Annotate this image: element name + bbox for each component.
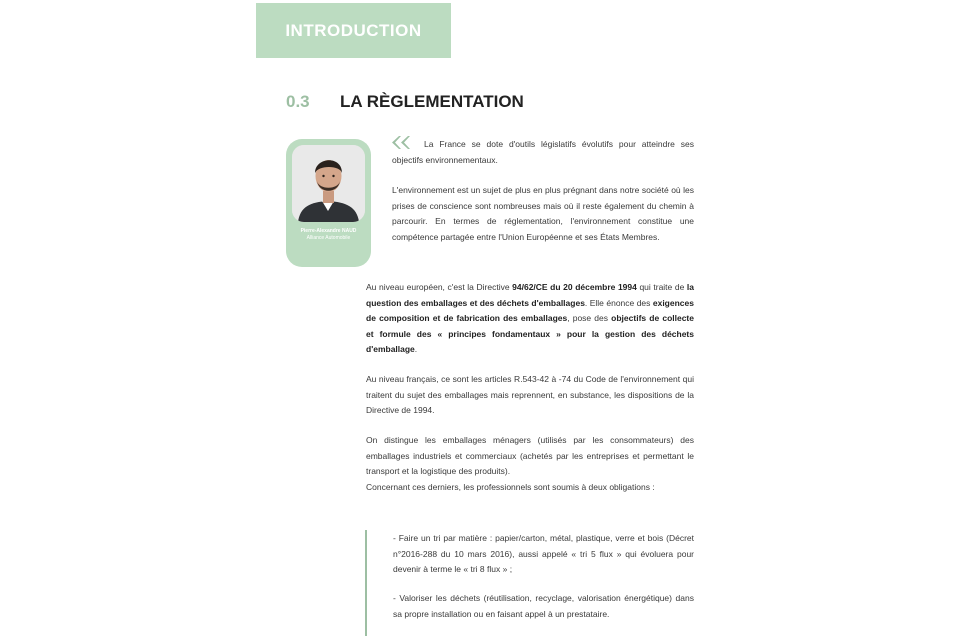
body-paragraph-packaging-types — [366, 433, 694, 495]
list-item: - Valoriser les déchets (réutilisation, recyclage, valorisation énergétique) dans sa propre installation ou en faisant appel à un prestataire. — [393, 593, 694, 619]
section-number: 0.3 — [286, 92, 310, 111]
author-card — [286, 139, 371, 267]
author-portrait — [292, 145, 365, 222]
text-run: . — [414, 344, 418, 354]
obligations-intro-text: Concernant ces derniers, les professionnels sont soumis à deux obligations : — [366, 481, 655, 492]
section-banner — [256, 3, 451, 58]
text-run: , pose des — [567, 313, 612, 323]
body-paragraph-french-code: Au niveau français, ce sont les articles R.543-42 à -74 du Code de l'environnement qui traitent du sujet des emballages mais reprennent, en substance, les dispositions de la Directive de 1994. — [366, 374, 694, 415]
list-item: - Faire un tri par matière : papier/carton, métal, plastique, verre et bois (Décret n°2016-288 du 10 mars 2016), aussi appelé « tri 5 flux » qui évoluera pour devenir à terme le « tri 8 flux » ; — [393, 533, 694, 574]
body-paragraph-directive — [366, 280, 694, 358]
author-organization: Alliance Automobile — [306, 235, 351, 241]
portrait-photo-icon — [292, 145, 365, 222]
text-run: Au niveau européen, c'est la Directive — [366, 282, 513, 292]
author-name: Pierre-Alexandre NAUD — [300, 228, 357, 234]
banner-label: INTRODUCTION — [285, 20, 422, 40]
text-run-bold: objectifs de collecte et formule des « principes fondamentaux » pour la gestion des déchets d'emballage — [366, 313, 694, 354]
quote-paragraph-2: L'environnement est un sujet de plus en plus prégnant dans notre société où les prises de conscience sont nombreuses mais où il reste également du chemin à parcourir. En termes de réglementation, l'environnement constitue une compétence partagée entre l'Union Européenne et ses États Membres. — [392, 185, 694, 242]
quote-paragraph-1: La France se dote d'outils législatifs évolutifs pour atteindre ses objectifs environnementaux. — [392, 139, 694, 165]
text-run: qui traite de — [636, 282, 687, 292]
section-title: LA RÈGLEMENTATION — [340, 92, 524, 111]
text-run-bold: la question des emballages et des déchets d'emballages — [366, 282, 694, 308]
text-run-bold: exigences de composition et de fabrication des emballages — [366, 297, 694, 323]
packaging-types-text: On distingue les emballages ménagers (utilisés par les consommateurs) des emballages industriels et commerciaux (achetés par les entreprises et permettant le transport et la logistique des produits). — [366, 435, 694, 476]
list-accent-rule — [365, 530, 367, 636]
text-run: . Elle énonce des — [584, 297, 653, 308]
text-run-bold: 94/62/CE du 20 décembre 1994 — [512, 282, 637, 292]
